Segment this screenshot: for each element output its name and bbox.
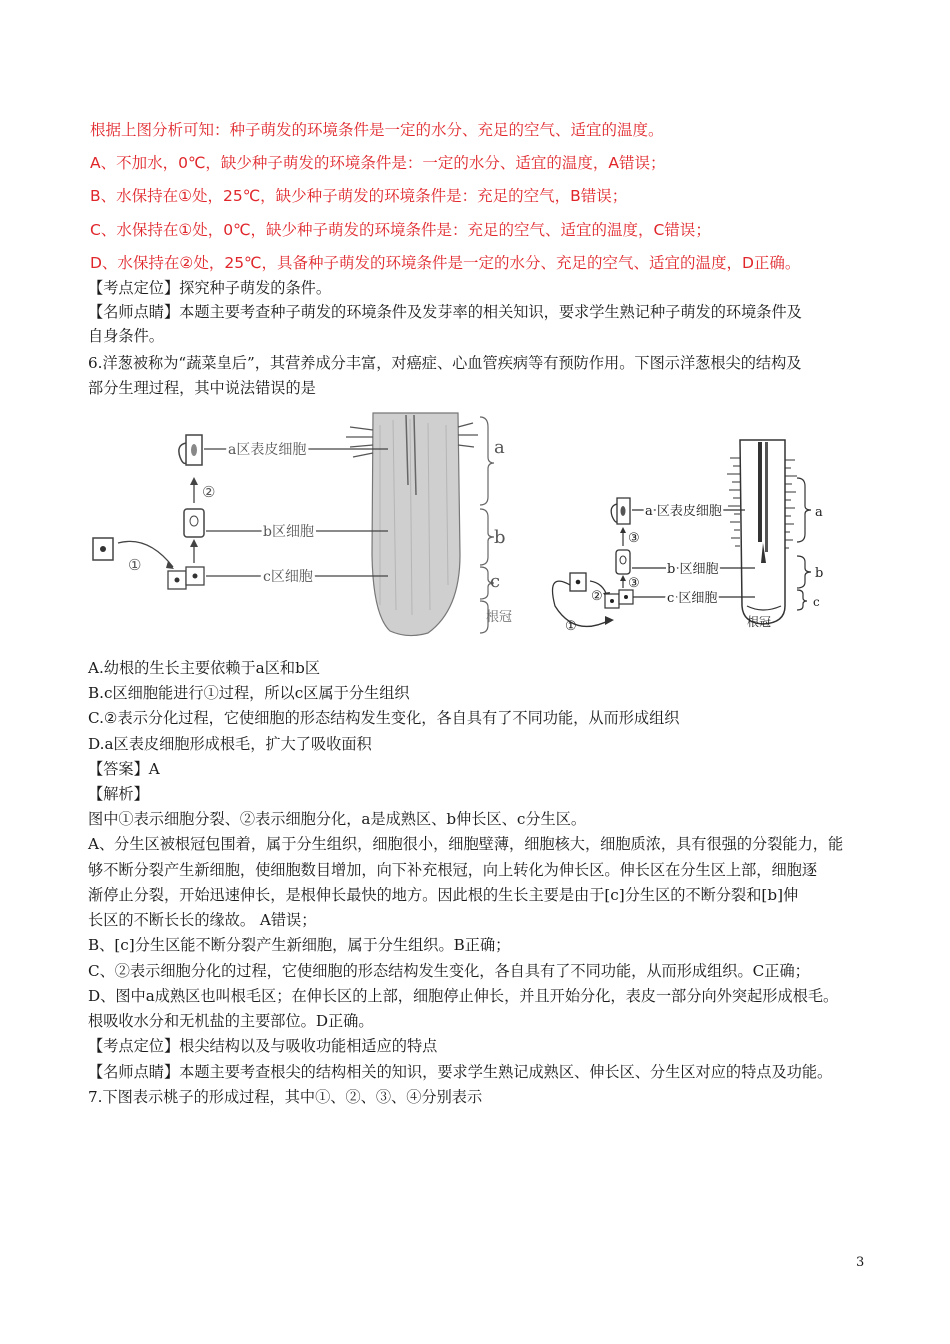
root-tip-figure-right <box>535 438 855 638</box>
q6-analysis-line: 够不断分裂产生新细胞，使细胞数目增加，向下补充根冠，向上转化为伸长区。伸长区在分生区上部，细胞逐 <box>88 861 817 879</box>
b-cell-label-right: b 区细胞 <box>667 562 719 577</box>
q6-analysis-line: 长区的不断长长的缘故。 A错误； <box>88 911 317 929</box>
analysis-line-4: C、水保持在①处，0℃，缺少种子萌发的环境条件是：充足的空气、适宜的温度，C错误； <box>90 221 711 239</box>
q5-mingshi-1: 【名师点睛】本题主要考查种子萌发的环境条件及发芽率的相关知识，要求学生熟记种子萌发的环境条件及 <box>88 303 802 321</box>
q6-analysis-line: B、[c]分生区能不断分裂产生新细胞，属于分生组织。B正确； <box>88 936 511 954</box>
q6-stem-1: 6.洋葱被称为“蔬菜皇后”，其营养成分丰富，对癌症、心血管疾病等有预防作用。下图示洋葱根尖的结构及 <box>88 354 802 372</box>
c-cell-label-left: c区细胞 <box>263 569 313 585</box>
q6-analysis-line: 根吸收水分和无机盐的主要部位。D正确。 <box>88 1012 374 1030</box>
q6-mingshi: 【名师点睛】本题主要考查根尖的结构相关的知识，要求学生熟记成熟区、伸长区、分生区对应的特点及功能。 <box>88 1063 833 1081</box>
q6-analysis-line: C、②表示细胞分化的过程，它使细胞的形态结构发生变化，各自具有了不同功能，从而形成组织。C正确； <box>88 962 810 980</box>
q7-stem: 7.下图表示桃子的形成过程，其中①、②、③、④分别表示 <box>88 1088 483 1106</box>
q6-stem-2: 部分生理过程，其中说法错误的是 <box>88 379 316 397</box>
root-cap-label-right: 根冠 <box>747 615 772 629</box>
analysis-line-2: A、不加水，0℃，缺少种子萌发的环境条件是：一定的水分、适宜的温度，A错误； <box>90 154 666 172</box>
step-2-label-right: ② <box>591 589 603 604</box>
c-cell-label-right: c 区细胞 <box>667 591 718 606</box>
q6-answer: 【答案】A <box>88 760 160 778</box>
analysis-line-1: 根据上图分析可知：种子萌发的环境条件是一定的水分、充足的空气、适宜的温度。 <box>90 121 664 139</box>
a-cell-label-right: a 区表皮细胞 <box>645 504 722 519</box>
q6-analysis-line: 图中①表示细胞分裂、②表示细胞分化，a是成熟区、b伸长区、c分生区。 <box>88 810 587 828</box>
zone-c-label-left: c <box>490 571 501 592</box>
a-cell-label-left: a区表皮细胞 <box>228 442 307 458</box>
step-3-label-right-b: ③ <box>628 576 640 591</box>
q6-kaodian: 【考点定位】根尖结构以及与吸收功能相适应的特点 <box>88 1037 438 1055</box>
q6-analysis-line: A、分生区被根冠包围着，属于分生组织，细胞很小，细胞壁薄，细胞核大，细胞质浓，具有很强的分裂能力，能 <box>88 835 844 853</box>
zone-b-label-left: b <box>494 527 506 548</box>
q5-kaodian: 【考点定位】探究种子萌发的条件。 <box>88 279 331 297</box>
q6-option-c: C.②表示分化过程，它使细胞的形态结构发生变化，各自具有了不同功能，从而形成组织 <box>88 709 680 727</box>
q5-mingshi-2: 自身条件。 <box>88 327 164 345</box>
root-cap-label-left: 根冠 <box>486 610 513 625</box>
q6-analysis-line: D、图中a成熟区也叫根毛区；在伸长区的上部，细胞停止伸长，并且开始分化，表皮一部分向外突起形成根毛。 <box>88 987 839 1005</box>
zone-a-label-left: a <box>494 437 505 458</box>
zone-b-label-right: b <box>815 566 824 581</box>
q6-analysis-heading: 【解析】 <box>88 785 149 803</box>
root-tip-figure-left <box>88 405 518 640</box>
q6-option-d: D.a区表皮细胞形成根毛，扩大了吸收面积 <box>88 735 372 753</box>
q6-option-b: B.c区细胞能进行①过程，所以c区属于分生组织 <box>88 684 410 702</box>
zone-c-label-right: c <box>813 595 820 609</box>
page-number: 3 <box>856 1255 865 1270</box>
b-cell-label-left: b区细胞 <box>263 524 314 540</box>
q6-option-a: A.幼根的生长主要依赖于a区和b区 <box>88 659 321 677</box>
step-3-label-right-a: ③ <box>628 531 640 546</box>
zone-a-label-right: a <box>815 505 823 520</box>
analysis-line-3: B、水保持在①处，25℃，缺少种子萌发的环境条件是：充足的空气，B错误； <box>90 187 628 205</box>
step-1-label-left: ① <box>128 556 142 574</box>
step-1-label-right: ① <box>565 619 577 634</box>
analysis-line-5: D、水保持在②处，25℃，具备种子萌发的环境条件是一定的水分、充足的空气、适宜的温度，D正确。 <box>90 254 801 272</box>
step-2-label-left: ② <box>202 483 216 501</box>
q6-analysis-line: 渐停止分裂，开始迅速伸长，是根伸长最快的地方。因此根的生长主要是由于[c]分生区的不断分裂和[b]伸 <box>88 886 799 904</box>
